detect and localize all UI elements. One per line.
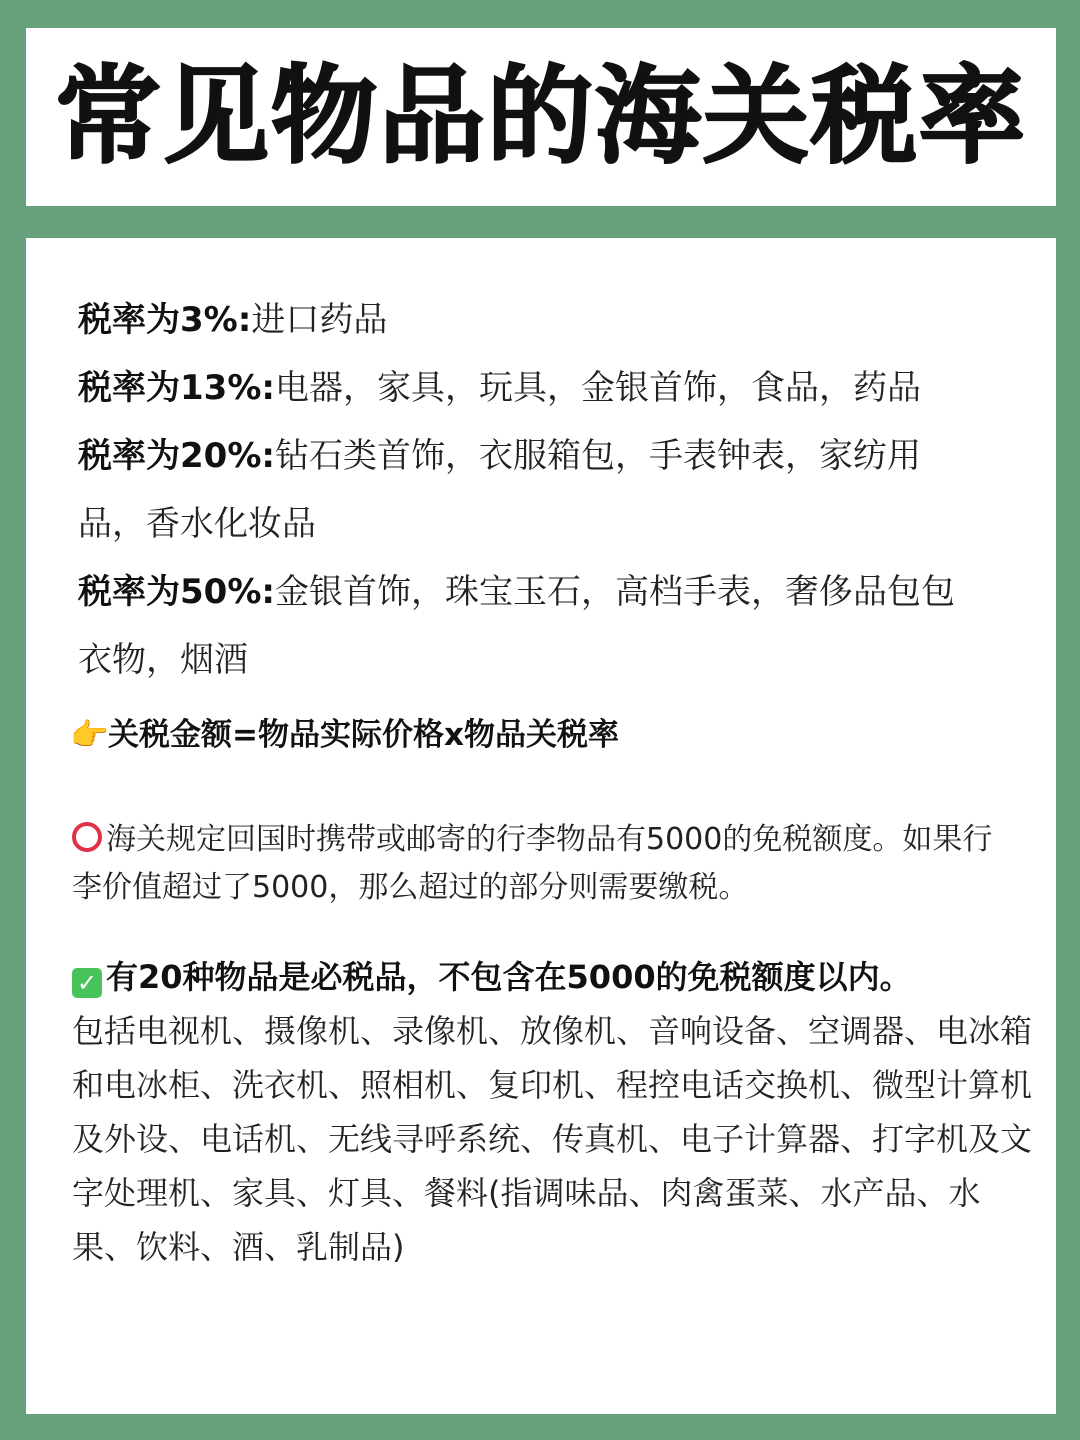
tariff-formula-text: 关税金额=物品实际价格x物品关税率 bbox=[108, 717, 619, 753]
content-panel bbox=[26, 238, 1056, 1414]
tax-rate-list bbox=[78, 286, 988, 694]
duty-free-note-text: 海关规定回国时携带或邮寄的行李物品有5000的免税额度。如果行李价值超过了5000，那么超过的部分则需要缴税。 bbox=[72, 822, 993, 905]
tax-rate-label: 税率为13%: bbox=[78, 368, 275, 408]
tax-rate-row bbox=[78, 422, 988, 558]
tax-rate-label: 税率为50%: bbox=[78, 572, 275, 612]
tax-rate-items: 钻石类首饰，衣服箱包，手表钟表，家纺用品，香水化妆品 bbox=[78, 436, 921, 544]
tax-rate-row bbox=[78, 286, 988, 354]
dutiable-items-section bbox=[72, 950, 1032, 1274]
tax-rate-label: 税率为3%: bbox=[78, 300, 252, 340]
duty-free-note bbox=[72, 816, 1022, 912]
tax-rate-row bbox=[78, 354, 988, 422]
check-mark-icon: ✓ bbox=[72, 968, 102, 998]
tax-rate-items: 电器，家具，玩具，金银首饰，食品，药品 bbox=[274, 368, 921, 408]
dutiable-heading: 有20种物品是必税品，不包含在5000的免税额度以内。 bbox=[106, 958, 912, 996]
tax-rate-row bbox=[78, 558, 988, 694]
tariff-formula bbox=[70, 710, 619, 760]
page-title: 常见物品的海关税率 bbox=[55, 55, 1027, 178]
pointing-hand-icon: 👉 bbox=[70, 717, 109, 753]
tax-rate-items: 进口药品 bbox=[251, 300, 388, 340]
tax-rate-items: 金银首饰，珠宝玉石，高档手表，奢侈品包包衣物，烟酒 bbox=[78, 572, 955, 680]
dutiable-item-list: 包括电视机、摄像机、录像机、放像机、音响设备、空调器、电冰箱和电冰柜、洗衣机、照相机、复印机、程控电话交换机、微型计算机及外设、电话机、无线寻呼系统、传真机、电子计算器、打字机及文字处理机、家具、灯具、餐料(指调味品、肉禽蛋菜、水产品、水果、饮料、酒、乳制品) bbox=[72, 1012, 1033, 1266]
red-circle-icon bbox=[72, 822, 102, 852]
title-panel bbox=[26, 28, 1056, 206]
tax-rate-label: 税率为20%: bbox=[78, 436, 275, 476]
